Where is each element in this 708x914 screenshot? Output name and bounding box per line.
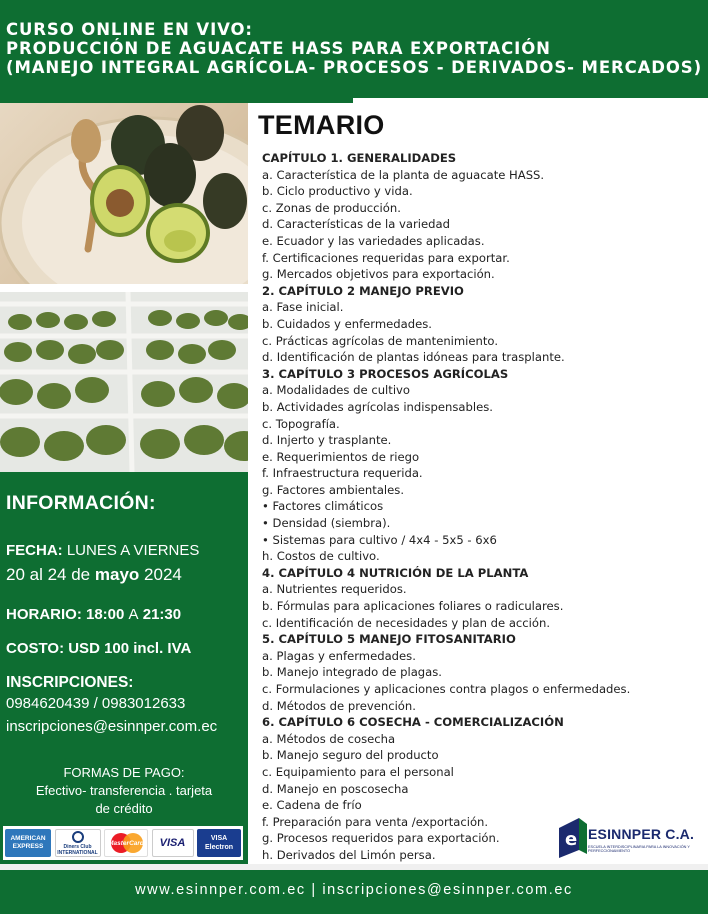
syllabus-list <box>262 150 702 864</box>
card-logos <box>3 826 243 860</box>
mastercard-label: MasterCard <box>108 839 144 847</box>
syllabus-item: d. Características de la variedad <box>262 217 450 232</box>
date-label <box>6 542 199 559</box>
footer-contact[interactable]: www.esinnper.com.ec | inscripciones@esinnper.com.ec <box>135 882 573 898</box>
syllabus-item: • Densidad (siembra). <box>262 516 391 531</box>
horario-sep: A <box>128 606 139 623</box>
chapter-heading: CAPÍTULO 1. GENERALIDADES <box>262 151 457 165</box>
syllabus-item: d. Manejo en poscosecha <box>262 781 409 796</box>
syllabus-item: f. Infraestructura requerida. <box>262 466 423 481</box>
course-label: CURSO ONLINE EN VIVO: <box>6 20 253 39</box>
fecha-value: LUNES A VIERNES <box>66 542 200 559</box>
schedule <box>6 606 181 623</box>
payment-line-1: Efectivo- transferencia . tarjeta <box>35 783 213 798</box>
payment-title: FORMAS DE PAGO: <box>63 765 185 780</box>
syllabus-item: c. Prácticas agrícolas de mantenimiento. <box>262 333 499 348</box>
dates-month: mayo <box>94 565 140 584</box>
dates-year: 2024 <box>144 565 182 584</box>
syllabus-item: • Sistemas para cultivo / 4x4 - 5x5 - 6x6 <box>262 532 497 547</box>
syllabus-item: d. Métodos de prevención. <box>262 698 416 713</box>
chapter-heading: 5. CAPÍTULO 5 MANEJO FITOSANITARIO <box>262 632 516 647</box>
contact-email[interactable]: inscripciones@esinnper.com.ec <box>6 718 218 735</box>
chapter-heading: 6. CAPÍTULO 6 COSECHA - COMERCIALIZACIÓN <box>262 715 564 730</box>
syllabus-item: h. Costos de cultivo. <box>262 549 380 564</box>
diners-label: Diners Club INTERNATIONAL <box>57 843 98 856</box>
syllabus-item: g. Procesos requeridos para exportación. <box>262 831 500 846</box>
syllabus-item: d. Identificación de plantas idóneas para trasplante. <box>262 350 565 365</box>
cost: COSTO: USD 100 incl. IVA <box>6 640 192 657</box>
syllabus-item: b. Manejo integrado de plagas. <box>262 665 442 680</box>
syllabus-item: c. Topografía. <box>262 416 340 431</box>
syllabus-item: a. Característica de la planta de aguacate HASS. <box>262 167 545 182</box>
syllabus-item: d. Injerto y trasplante. <box>262 433 392 448</box>
footer-bar <box>0 870 708 914</box>
svg-text:e: e <box>565 829 578 850</box>
diners-icon <box>72 831 84 843</box>
mastercard-logo <box>104 829 148 857</box>
header-banner <box>0 0 708 98</box>
chapter-heading: 3. CAPÍTULO 3 PROCESOS AGRÍCOLAS <box>262 366 509 381</box>
course-title: PRODUCCIÓN DE AGUACATE HASS PARA EXPORTACIÓN <box>6 39 551 58</box>
syllabus-item: b. Ciclo productivo y vida. <box>262 184 413 199</box>
visa-logo: VISA <box>152 829 194 857</box>
syllabus-title: TEMARIO <box>258 110 385 140</box>
syllabus-item: c. Identificación de necesidades y plan de acción. <box>262 615 551 630</box>
fecha-label: FECHA: <box>6 542 63 559</box>
inscripciones-label: INSCRIPCIONES: <box>6 674 134 691</box>
amex-logo: AMERICAN EXPRESS <box>5 829 51 857</box>
course-subtitle: (MANEJO INTEGRAL AGRÍCOLA- PROCESOS - DERIVADOS- MERCADOS) <box>6 58 703 77</box>
syllabus-item: b. Actividades agrícolas indispensables. <box>262 399 493 414</box>
syllabus-item: b. Fórmulas para aplicaciones foliares o radiculares. <box>262 599 564 614</box>
chapter-heading: 4. CAPÍTULO 4 NUTRICIÓN DE LA PLANTA <box>262 565 529 580</box>
syllabus-item: c. Equipamiento para el personal <box>262 764 454 779</box>
syllabus-item: g. Factores ambientales. <box>262 482 405 497</box>
syllabus-item: f. Certificaciones requeridas para exportar. <box>262 250 510 265</box>
syllabus-item: g. Mercados objetivos para exportación. <box>262 267 495 282</box>
payment-line-2: de crédito <box>95 801 153 816</box>
syllabus-item: a. Nutrientes requeridos. <box>262 582 407 597</box>
syllabus-item: h. Derivados del Limón persa. <box>262 847 436 862</box>
horario-label: HORARIO: <box>6 606 82 623</box>
date-range <box>6 565 182 585</box>
info-panel <box>0 472 248 864</box>
phone-numbers[interactable]: 0984620439 / 0983012633 <box>6 695 186 712</box>
horario-end: 21:30 <box>142 606 182 623</box>
syllabus-item: c. Zonas de producción. <box>262 200 401 215</box>
visa-electron-logo: VISA Electron <box>197 829 241 857</box>
logo-tagline: ESCUELA INTERDISCIPLINARIA PARA LA INNOVACIÓN Y PERFECCIONAMIENTO <box>588 845 690 854</box>
syllabus-item: b. Manejo seguro del producto <box>262 748 439 763</box>
syllabus-item: a. Métodos de cosecha <box>262 731 396 746</box>
syllabus-item: • Factores climáticos <box>262 499 384 514</box>
syllabus-item: a. Modalidades de cultivo <box>262 383 411 398</box>
syllabus-item: e. Ecuador y las variedades aplicadas. <box>262 233 485 248</box>
payment-methods <box>0 764 248 818</box>
avocado-crates-photo <box>0 292 248 472</box>
syllabus-item: f. Preparación para venta /exportación. <box>262 814 489 829</box>
syllabus-item: b. Cuidados y enfermedades. <box>262 316 432 331</box>
syllabus-item: c. Formulaciones y aplicaciones contra plagos o enfermedades. <box>262 682 631 696</box>
syllabus-item: a. Plagas y enfermedades. <box>262 648 416 663</box>
logo-name: ESINNPER C.A. <box>588 826 695 842</box>
dates-prefix: 20 al 24 de <box>6 565 91 584</box>
syllabus-item: e. Requerimientos de riego <box>262 449 420 464</box>
syllabus-item: e. Cadena de frío <box>262 798 362 813</box>
info-title: INFORMACIÓN: <box>6 492 156 514</box>
horario-start: 18:00 <box>86 606 125 623</box>
diners-logo <box>55 829 101 857</box>
esinnper-logo <box>553 816 694 860</box>
esinnper-e-icon <box>555 816 589 860</box>
avocado-plate-photo <box>0 103 248 284</box>
syllabus-item: a. Fase inicial. <box>262 300 344 315</box>
chapter-heading: 2. CAPÍTULO 2 MANEJO PREVIO <box>262 283 464 298</box>
